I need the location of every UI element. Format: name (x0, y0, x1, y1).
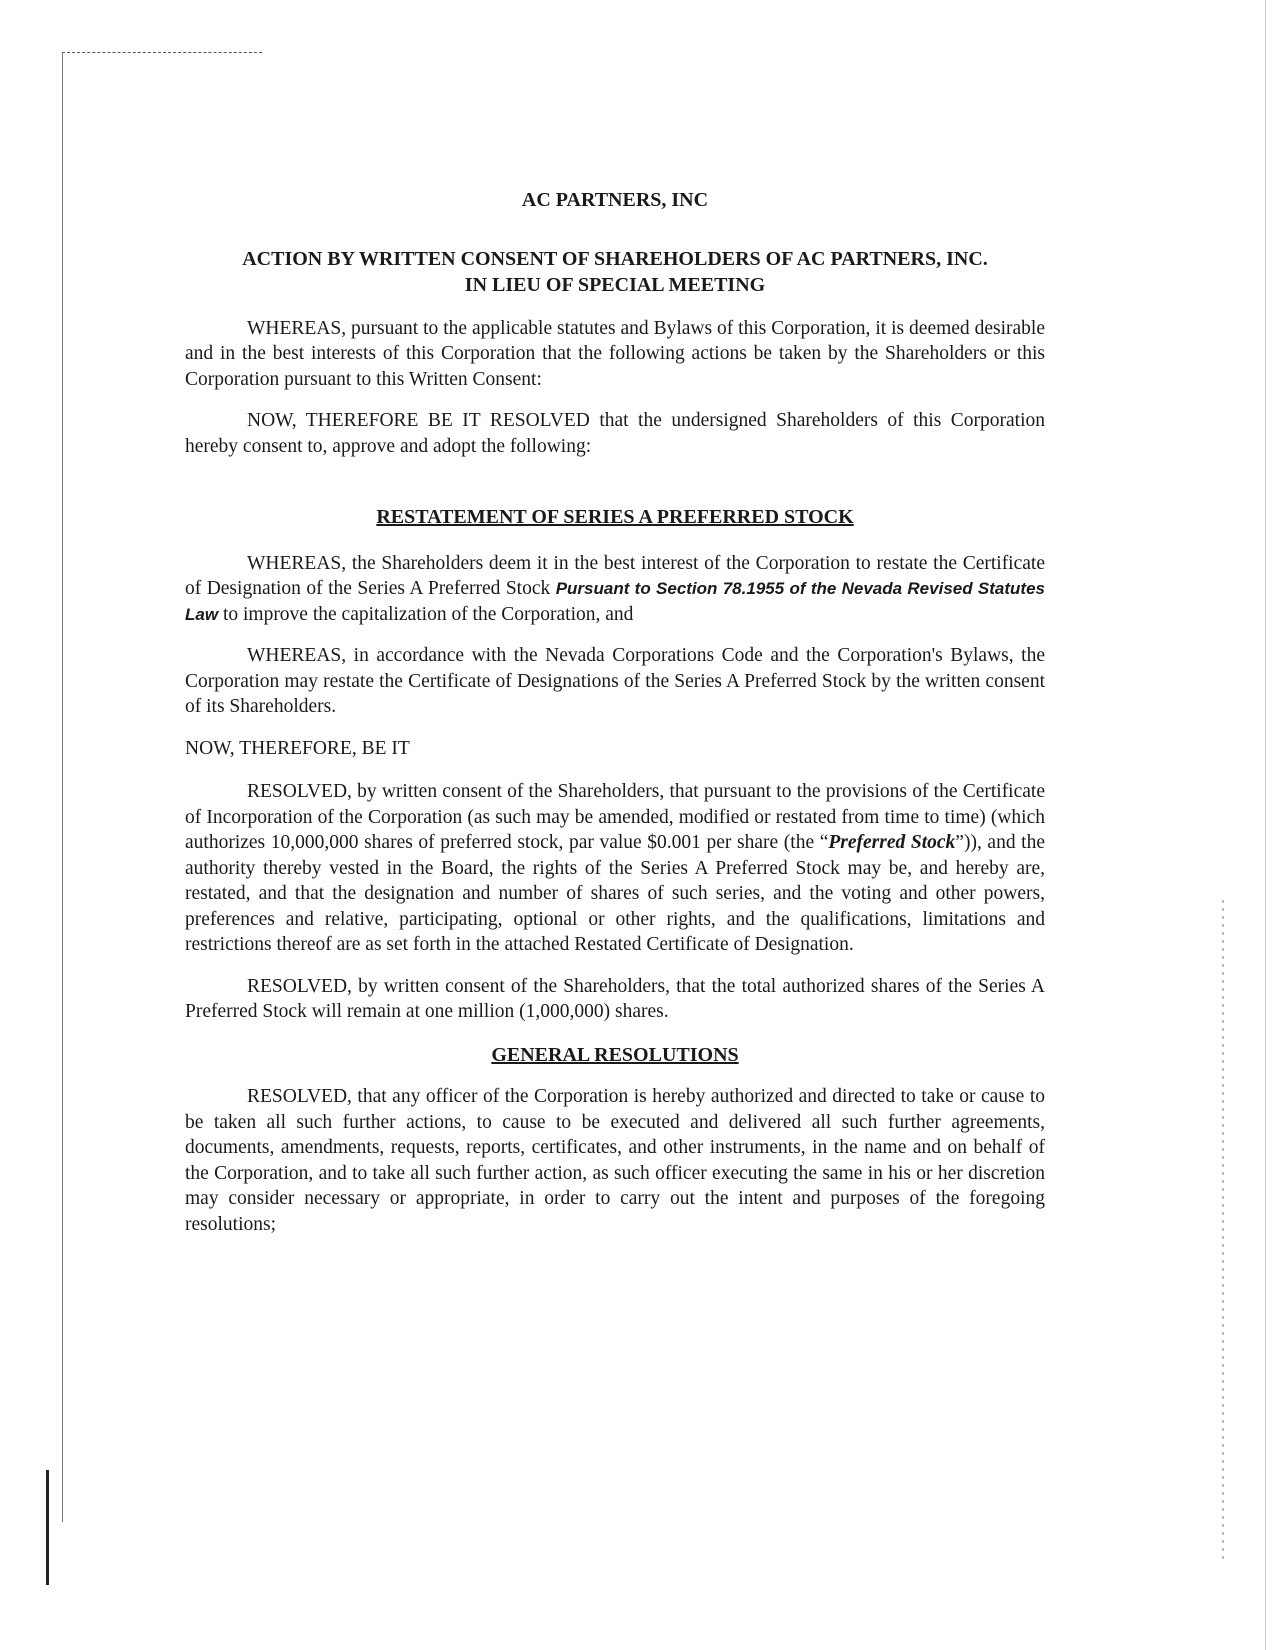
scan-border-left (62, 52, 63, 1522)
consent-title-line2: IN LIEU OF SPECIAL MEETING (464, 273, 766, 296)
scan-edge-right (1265, 0, 1266, 1650)
consent-title-line1: ACTION BY WRITTEN CONSENT OF SHAREHOLDERS OF AC PARTNERS, INC. (242, 247, 988, 270)
whereas-restate-text-1: WHEREAS, the Shareholders deem it in the best interest of the Corporation to restate the Certificate of Designation of the Series A Preferred Stock (185, 552, 1045, 599)
statute-reference: Pursuant to Section 78.1955 of the Nevada Revised Statutes Law (185, 579, 1045, 624)
whereas-restate-text-2: to improve the capitalization of the Corporation, and (218, 603, 634, 625)
whereas-intro-paragraph: WHEREAS, pursuant to the applicable statutes and Bylaws of this Corporation, it is deemed desirable and in the best interests of this Corporation that the following actions be taken by the Shareholders or this Corporation pursuant to this Written Consent: (185, 317, 1045, 390)
document-page (185, 188, 1045, 1237)
now-therefore-be-it: NOW, THEREFORE, BE IT (185, 737, 410, 759)
scan-noise-right (1222, 900, 1224, 1560)
scan-mark-left (46, 1470, 49, 1585)
resolved-1-text-1: RESOLVED, by written consent of the Shareholders, that pursuant to the provisions of the Certificate of Incorporation of the Corporation (as such may be amended, modified or restated from time to time) (which authorizes 10,000,000 shares of preferred stock, par value $0.001 per share (the “ (185, 781, 1045, 853)
resolved-authorized-shares-paragraph: RESOLVED, by written consent of the Shareholders, that the total authorized shares of the Series A Preferred Stock will remain at one million (1,000,000) shares. (185, 975, 1045, 1022)
consent-title (185, 246, 1045, 298)
whereas-nevada-paragraph: WHEREAS, in accordance with the Nevada Corporations Code and the Corporation's Bylaws, the Corporation may restate the Certificate of Designations of the Series A Preferred Stock by the written consent of its Shareholders. (185, 645, 1045, 717)
scan-border-top (62, 52, 262, 53)
preferred-stock-term: Preferred Stock (828, 832, 956, 853)
now-therefore-intro-paragraph: NOW, THEREFORE BE IT RESOLVED that the undersigned Shareholders of this Corporation hereby consent to, approve and adopt the following: (185, 410, 1045, 457)
resolved-restatement-paragraph (185, 779, 1045, 958)
resolved-1-text-2: ”)), and the authority thereby vested in the Board, the rights of the Series A Preferred Stock may be, and hereby are, restated, and that the designation and number of shares of such series, and the voting and other powers, preferences and relative, participating, optional or other rights, and the qualifications, limitations and restrictions thereof are as set forth in the attached Restated Certificate of Designation. (185, 832, 1046, 955)
general-resolutions-heading: GENERAL RESOLUTIONS (491, 1043, 739, 1066)
whereas-restate-paragraph (185, 551, 1045, 628)
company-title: AC PARTNERS, INC (521, 189, 709, 211)
resolved-general-paragraph: RESOLVED, that any officer of the Corporation is hereby authorized and directed to take or cause to be taken all such further actions, to cause to be executed and delivered all such further agreements, documents, amendments, requests, reports, certificates, and other instruments, in the name and on behalf of the Corporation, and to take all such further action, as such officer executing the same in his or her discretion may consider necessary or appropriate, in order to carry out the intent and purposes of the foregoing resolutions; (185, 1086, 1045, 1235)
restatement-section-heading: RESTATEMENT OF SERIES A PREFERRED STOCK (376, 506, 854, 528)
